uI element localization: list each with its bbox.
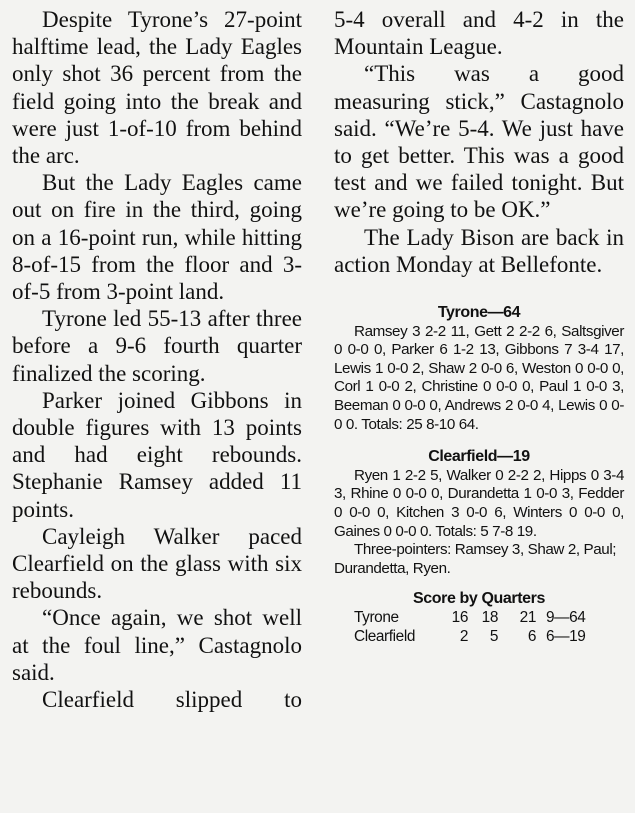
article-paragraph: Tyrone led 55-13 after three before a 9-6 fourth quarter finalized the scoring. [12, 306, 302, 386]
quarters-table [354, 609, 604, 646]
tyrone-box-header: Tyrone—64 [437, 304, 521, 322]
quarters-row-tyrone [354, 609, 604, 628]
clearfield-box-header: Clearfield—19 [428, 448, 530, 466]
article-paragraph: Despite Tyrone’s 27-point halftime lead, the Lady Eagles only shot 36 percent from the field going into the break and were just 1-of-10 from behind the arc. [12, 7, 302, 169]
quarters-team: Tyrone [354, 608, 399, 626]
quarters-q2: 5 [489, 627, 498, 645]
box-score [334, 304, 624, 646]
article-paragraph: Parker joined Gibbons in double figures with 13 points and had eight rebounds. Stephanie Ramsey added 11 points. [12, 387, 302, 522]
quarters-q3: 6 [527, 627, 536, 645]
article-paragraph: The Lady Bison are back in action Monday at Bellefonte. [334, 224, 624, 277]
quarters-header: Score by Quarters [413, 590, 545, 608]
article-paragraph: Clearfield slipped to [42, 687, 302, 713]
quarters-q1: 2 [459, 627, 468, 645]
quarters-team: Clearfield [354, 627, 416, 645]
article-continuation: 5-4 overall and 4-2 in the Mountain League. [334, 7, 624, 60]
quarters-row-clearfield [354, 628, 604, 647]
article-paragraph: “This was a good measuring stick,” Castagnolo said. “We’re 5-4. We just have to get better. This was a good test and we failed tonight. But we’re going to be OK.” [334, 61, 624, 223]
article-right-column [334, 6, 624, 646]
article-paragraph: “Once again, we shot well at the foul line,” Castagnolo said. [12, 605, 302, 685]
article-paragraph: But the Lady Eagles came out on fire in the third, going on a 16-point run, while hitting 8-of-15 from the floor and 3-of-5 from 3-point land. [12, 170, 302, 305]
article-text-right [334, 6, 624, 278]
clearfield-box-line: Ryen 1 2-2 5, Walker 0 2-2 2, Hipps 0 3-4 3, Rhine 0 0-0 0, Durandetta 1 0-0 3, Fedder 0 0-0 0, Kitchen 3 0-0 6, Winters 0 0-0 0, Gaines 0 0-0 0. Totals: 5 7-8 19. [334, 466, 624, 540]
quarters-q1: 16 [451, 608, 468, 626]
quarters-q3: 21 [519, 608, 536, 626]
article-paragraph: Cayleigh Walker paced Clearfield on the glass with six rebounds. [12, 523, 302, 604]
three-pointers-line: Three-pointers: Ramsey 3, Shaw 2, Paul; Durandetta, Ryen. [334, 541, 617, 577]
article-left-column [12, 6, 302, 713]
tyrone-box-line: Ramsey 3 2-2 11, Gett 2 2-2 6, Saltsgiver 0 0-0 0, Parker 6 1-2 13, Gibbons 7 3-4 17, Lewis 1 0-0 2, Shaw 2 0-0 6, Weston 0 0-0 0, Corl 1 0-0 2, Christine 0 0-0 0, Paul 1 0-0 3, Beeman 0 0-0 0, Andrews 2 0-0 4, Lewis 0 0-0 0. Totals: 25 8-10 64. [334, 322, 624, 433]
quarters-q2: 18 [481, 608, 498, 626]
quarters-q4-total: 9—64 [546, 608, 586, 626]
quarters-q4-total: 6—19 [546, 627, 586, 645]
